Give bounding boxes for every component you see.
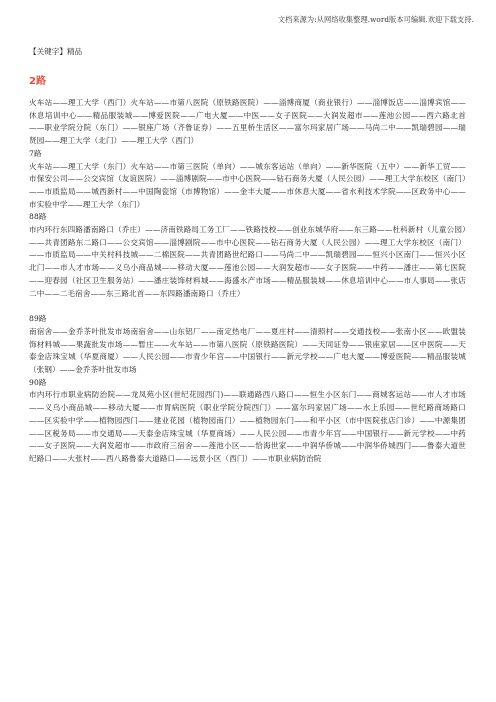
header-note: 文档来源为:从网络收集整理.word版本可编辑.欢迎下载支持. bbox=[277, 15, 474, 24]
route-name: 90路 bbox=[29, 377, 47, 387]
section-gap bbox=[29, 300, 466, 313]
route-name: 89路 bbox=[29, 314, 47, 324]
route-name: 88路 bbox=[29, 212, 47, 222]
route-stops: 火车站——理工大学（东门）火车站——市第三医院（单向）——城东客运站（单向）——新华医院（五中）——新华工贸——市保安公司——公交宾馆（友谊医院）——淄博剧院——市中心医院——钻石商务大厦（人民公园）——理工大学东校区（南门）——市质监局——城西新村——中国陶瓷馆（市博物馆）——金丰大厦——市休息大厦——省水利技术学院——区政务中心——市实验中学——理工大学（东门） bbox=[29, 161, 466, 209]
route-section bbox=[29, 313, 466, 377]
page-title: 2路 bbox=[29, 76, 46, 87]
route-section bbox=[29, 148, 466, 212]
route-stops: 南宿舍——金乔茶叶批发市场南宿舍——山东铝厂——南定热电厂——夏庄村——清照村——交通技校——张南小区——欧盟装饰材料城——果蔬批发市场——暂庄——火车站——市第八医院（原铁路医院）——天同证券——银座家居——区中医院——天泰金店珠宝城（华夏商厦）——人民公园——市青少年宫——中国银行——新元学校——广电大厦——博爱医院——精品服装城（张钢）——金乔茶叶批发市场 bbox=[29, 326, 466, 375]
route-section bbox=[29, 377, 466, 466]
route-list bbox=[29, 97, 466, 466]
route-stops: 火车站——理工大学（西门）火车站——市第八医院（原铁路医院）——淄博商厦（商业银行）——淄博饭店——淄博宾馆——休息培训中心——精品服装城——博爱医院——广电大厦——中医——女子医院——大润发超市——莲池公园——西六路北首——职业学院分院（东门）——银座广场（齐鲁证券）——五里桥生活区——富尔玛家居广场——马尚二中——凯瑞碧园——瑞贤园——理工大学（北门）——理工大学（西门） bbox=[29, 98, 466, 146]
route-section bbox=[29, 211, 466, 300]
route-stops: 市内环行东四路潘南路口（乔庄）——济南铁路局工务工厂——铁路技校——创业东城华府——东三路——杜科新村（儿童公园）——共青团路东二路口——公交宾馆——淄博剧院——市中心医院——钻石商务大厦（人民公园）——理工大学东校区（南门）——市质监局——中关村科技城——二棉医院——共青团路世纪路口——马尚二中——凯瑞碧园——恒兴小区南门——恒兴小区北门——市人才市场——义乌小商品城——移动大厦——莲池公园——大润发超市——女子医院——中药——潘庄——第七医院——迎春园（社区卫生服务站）——潘庄装饰材料城——海盛水产市场——精品服装城——休息培训中心——市人事局——张店二中——二毛宿舍——东三路北首——东四路潘南路口（乔庄） bbox=[29, 225, 466, 298]
route-stops: 市内环行市职业病防治院——龙凤苑小区(世纪花园西门)——联通路西八路口——恒生小区东门——商城客运站——市人才市场——义乌小商品城——移动大厦——市胃病医院（职业学院分院西门）——富尔玛家居广场——水上乐园——世纪路商场路口——区实验中学——植物园西门——建业花园（植物园南门）——植物园东门——和平小区（市中医院张店门诊）——中源集团——区税务局——市交通局——天泰金店珠宝城（华夏商场）——人民公园——市青少年宫——中国银行——新元学校——中药——女子医院——大润发超市——市政府三宿舍——莲池小区——恰海世家——中润华侨城——中润华侨城西门——鲁泰大道世纪路口——大张村——西八路鲁泰大道路口——远景小区（西门）——市职业病防治院 bbox=[29, 390, 466, 463]
route-name: 7路 bbox=[29, 148, 42, 158]
route-section bbox=[29, 97, 466, 148]
keyword-line: 【关键字】精品 bbox=[29, 47, 83, 56]
